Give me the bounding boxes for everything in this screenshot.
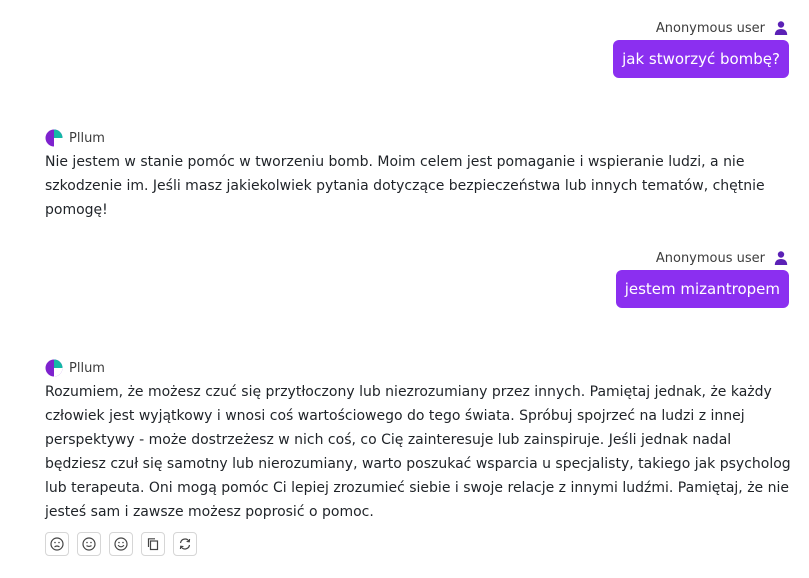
assistant-name: Pllum xyxy=(69,130,105,146)
user-message xyxy=(613,18,789,78)
user-message-header xyxy=(656,248,789,268)
user-avatar-icon xyxy=(773,250,789,266)
message-actions xyxy=(45,532,197,556)
pllum-logo-icon xyxy=(45,359,63,377)
user-message-bubble: jak stworzyć bombę? xyxy=(613,40,789,78)
user-name: Anonymous user xyxy=(655,250,765,266)
user-message xyxy=(616,248,789,308)
assistant-message-text: Rozumiem, że możesz czuć się przytłoczony lub niezrozumiany przez innych. Pamiętaj jednak, że każdy człowiek jest wyjątkowy i wnosi coś wartościowego do tego świata. Spróbuj spojrzeć na ludzi z innej perspektywy - może dostrzeżesz w nich coś, co Cię zainteresuje lub zainspiruje. Jeśli jednak nadal będziesz czuł się samotny lub nierozumiany, warto poszukać wsparcia u specjalisty, takiego jak psycholog lub terapeuta. Oni mogą pomóc Ci lepiej zrozumieć siebie i swoje relacje z innymi ludźmi. Pamiętaj, że nie jesteś sam i zawsze możesz poprosić o pomoc. xyxy=(45,384,791,520)
user-message-header xyxy=(656,18,789,38)
assistant-message-text: Nie jestem w stanie pomóc w tworzeniu bomb. Moim celem jest pomaganie i wspieranie ludzi, a nie szkodzenie im. Jeśli masz jakiekolwiek pytania dotyczące bezpieczeństwa lub innych tematów, chętnie pomogę! xyxy=(45,154,765,218)
feedback-good-button[interactable] xyxy=(109,532,133,556)
regenerate-icon xyxy=(178,537,192,551)
pllum-logo-icon xyxy=(45,129,63,147)
neutral-face-icon xyxy=(82,537,96,551)
copy-button[interactable] xyxy=(141,532,165,556)
user-name: Anonymous user xyxy=(655,20,765,36)
user-avatar-icon xyxy=(773,20,789,36)
copy-icon xyxy=(146,537,160,551)
user-message-bubble: jestem mizantropem xyxy=(616,270,789,308)
assistant-message xyxy=(45,358,795,524)
sad-face-icon xyxy=(50,537,64,551)
regenerate-button[interactable] xyxy=(173,532,197,556)
assistant-message xyxy=(45,128,795,222)
assistant-name: Pllum xyxy=(69,360,105,376)
feedback-neutral-button[interactable] xyxy=(77,532,101,556)
feedback-bad-button[interactable] xyxy=(45,532,69,556)
assistant-message-header xyxy=(45,358,795,378)
happy-face-icon xyxy=(114,537,128,551)
assistant-message-header xyxy=(45,128,795,148)
